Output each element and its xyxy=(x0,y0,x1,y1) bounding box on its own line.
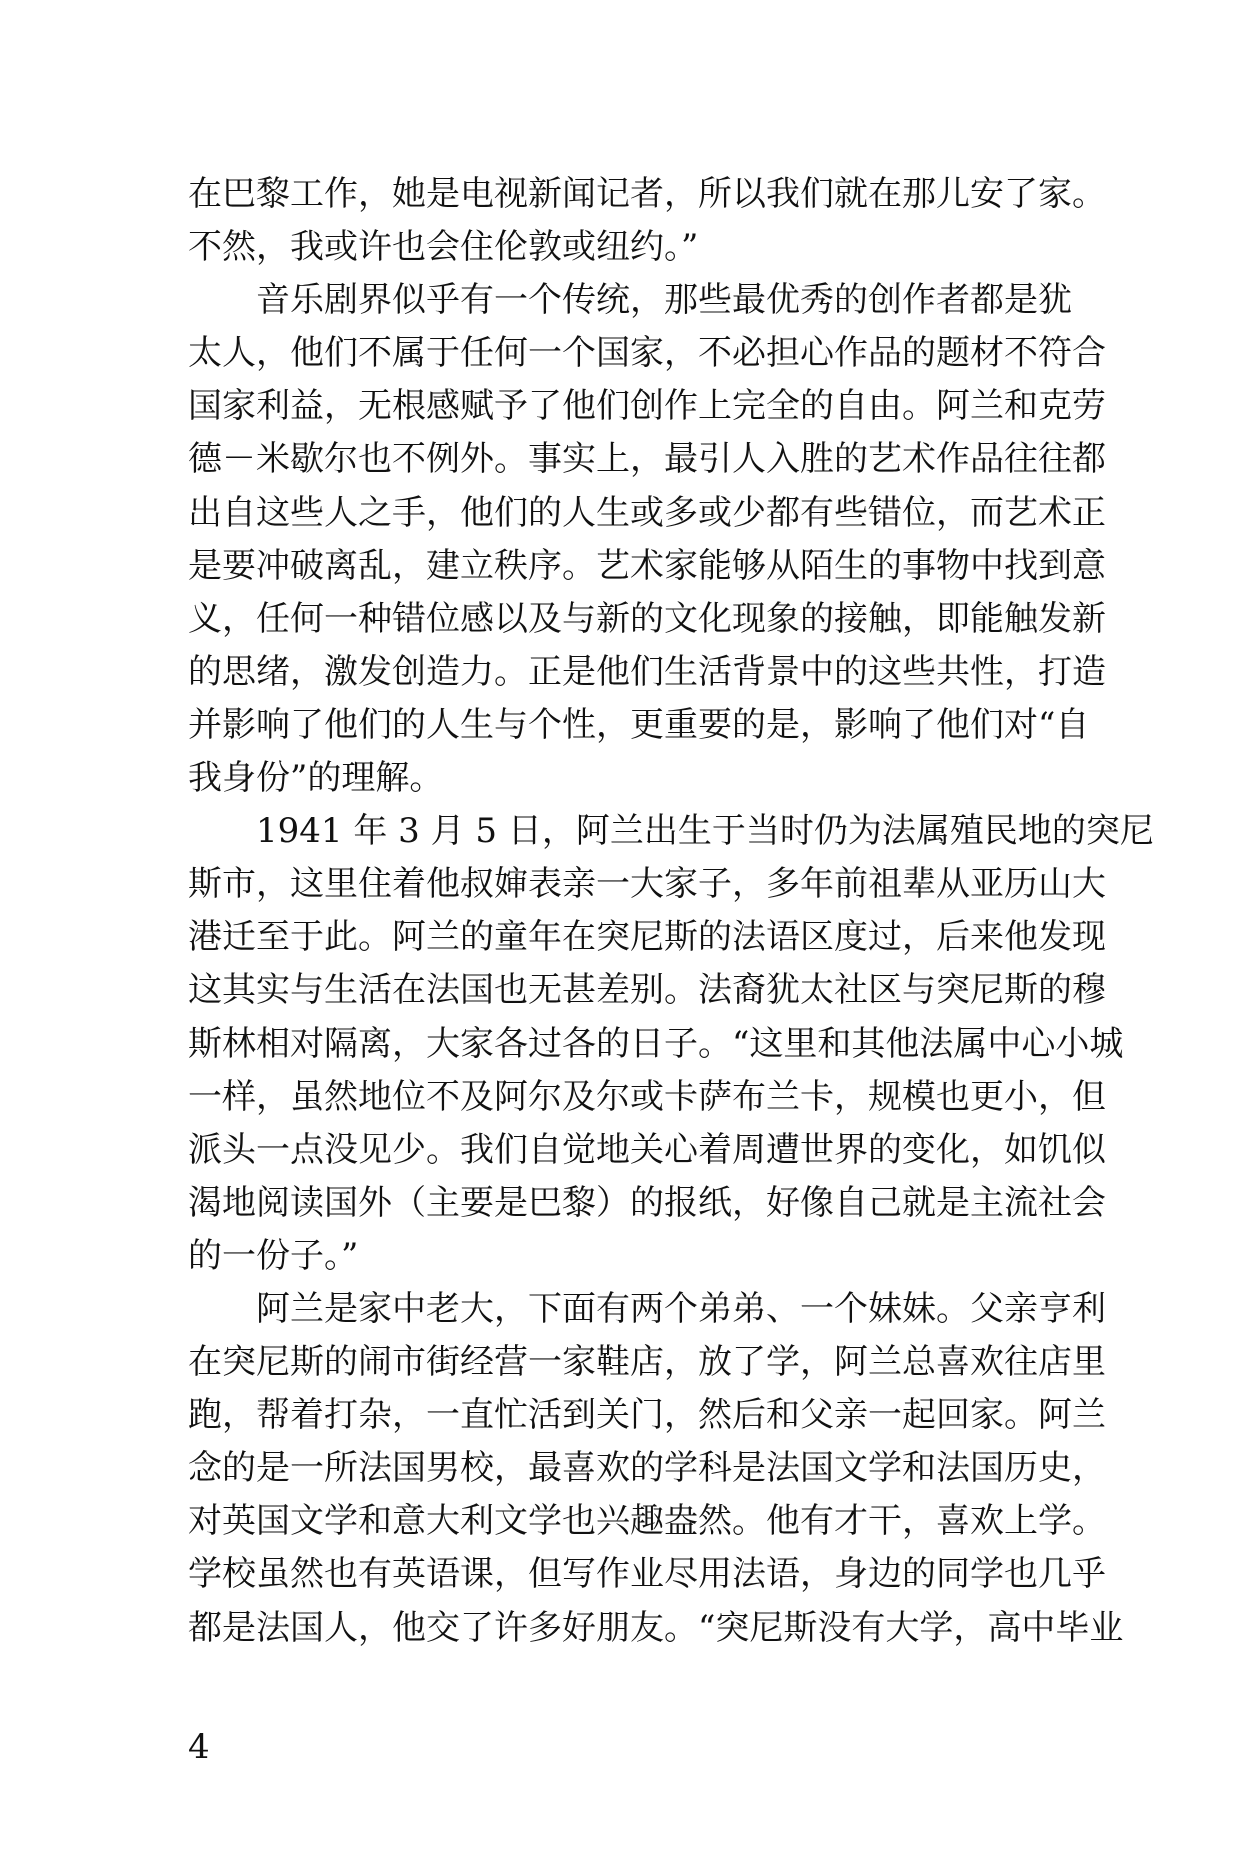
text-line: 渴地阅读国外（主要是巴黎）的报纸，好像自己就是主流社会 xyxy=(188,1182,1106,1223)
text-line: 港迁至于此。阿兰的童年在突尼斯的法语区度过，后来他发现 xyxy=(188,917,1106,958)
text-line: 在巴黎工作，她是电视新闻记者，所以我们就在那儿安了家。 xyxy=(188,174,1106,214)
page-number: 4 xyxy=(188,1727,210,1767)
text-line: 是要冲破离乱，建立秩序。艺术家能够从陌生的事物中找到意 xyxy=(188,545,1106,586)
text-line: 在突尼斯的闹市街经营一家鞋店，放了学，阿兰总喜欢往店里 xyxy=(188,1342,1106,1383)
text-line: 出自这些人之手，他们的人生或多或少都有些错位，而艺术正 xyxy=(188,492,1106,533)
text-line: 斯市，这里住着他叔婶表亲一大家子，多年前祖辈从亚历山大 xyxy=(188,864,1106,905)
text-line: 斯林相对隔离，大家各过各的日子。“这里和其他法属中心小城 xyxy=(188,1023,1124,1064)
text-line: 念的是一所法国男校，最喜欢的学科是法国文学和法国历史， xyxy=(188,1448,1106,1489)
text-line: 对英国文学和意大利文学也兴趣盎然。他有才干，喜欢上学。 xyxy=(188,1501,1106,1542)
text-line: 一样，虽然地位不及阿尔及尔或卡萨布兰卡，规模也更小，但 xyxy=(188,1076,1106,1117)
text-line: 我身份”的理解。 xyxy=(188,758,444,799)
text-line: 义，任何一种错位感以及与新的文化现象的接触，即能触发新 xyxy=(188,598,1106,639)
text-line: 并影响了他们的人生与个性，更重要的是，影响了他们对“自 xyxy=(188,704,1090,745)
text-line: 音乐剧界似乎有一个传统，那些最优秀的创作者都是犹 xyxy=(188,280,1072,321)
page-body xyxy=(188,168,1154,1655)
text-line: 1941 年 3 月 5 日，阿兰出生于当时仍为法属殖民地的突尼 xyxy=(188,811,1154,852)
text-line: 的思绪，激发创造力。正是他们生活背景中的这些共性，打造 xyxy=(188,651,1106,692)
text-line: 这其实与生活在法国也无甚差别。法裔犹太社区与突尼斯的穆 xyxy=(188,970,1106,1011)
text-line: 学校虽然也有英语课，但写作业尽用法语，身边的同学也几乎 xyxy=(188,1554,1106,1595)
text-line: 派头一点没见少。我们自觉地关心着周遭世界的变化，如饥似 xyxy=(188,1129,1106,1170)
text-line: 德－米歇尔也不例外。事实上，最引人入胜的艺术作品往往都 xyxy=(188,439,1106,480)
text-line: 跑，帮着打杂，一直忙活到关门，然后和父亲一起回家。阿兰 xyxy=(188,1395,1106,1436)
text-line: 都是法国人，他交了许多好朋友。“突尼斯没有大学，高中毕业 xyxy=(188,1607,1124,1648)
text-line: 太人，他们不属于任何一个国家，不必担心作品的题材不符合 xyxy=(188,333,1106,374)
text-line: 阿兰是家中老大，下面有两个弟弟、一个妹妹。父亲亨利 xyxy=(188,1288,1106,1329)
text-line: 的一份子。” xyxy=(188,1235,359,1276)
text-line: 国家利益，无根感赋予了他们创作上完全的自由。阿兰和克劳 xyxy=(188,386,1106,427)
text-line: 不然，我或许也会住伦敦或纽约。” xyxy=(188,227,699,268)
